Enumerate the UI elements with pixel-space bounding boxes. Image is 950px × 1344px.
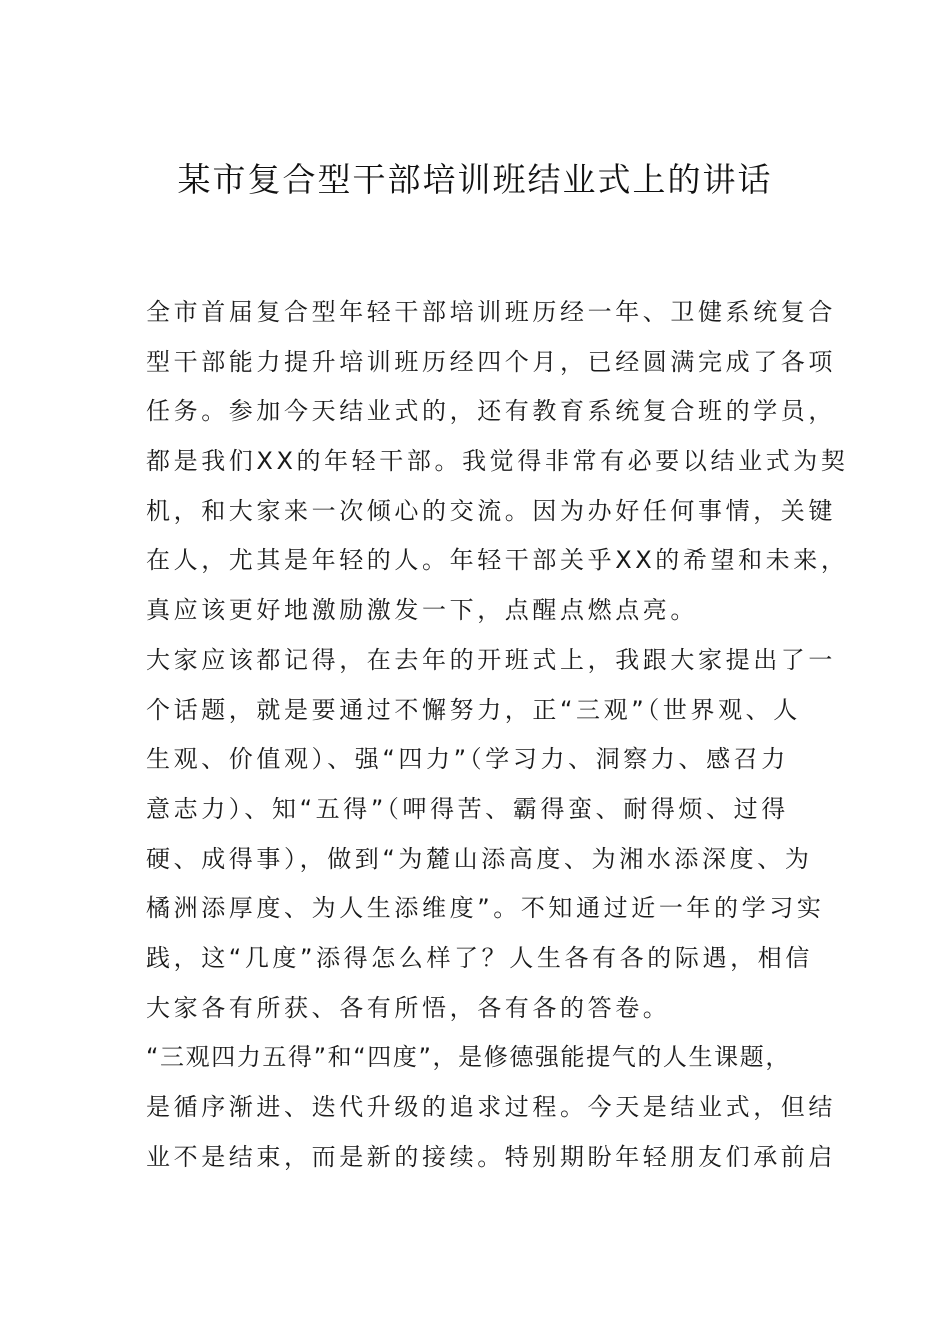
text-line: 生观、价值观）、强“四力”（学习力、洞察力、感召力 xyxy=(146,745,789,774)
paragraph-3 xyxy=(146,1033,836,1182)
text-line: 个话题，就是要通过不懈努力，正“三观”（世界观、人 xyxy=(146,695,801,724)
text-line: 是循序渐进、迭代升级的追求过程。今天是结业式，但结 xyxy=(146,1093,836,1121)
text-line: 大家各有所获、各有所悟，各有各的答卷。 xyxy=(146,993,671,1022)
text-line: 意志力）、知“五得”（呷得苦、霸得蛮、耐得烦、过得 xyxy=(146,794,789,823)
text-line: 全市首届复合型年轻干部培训班历经一年、卫健系统复合 xyxy=(146,298,836,326)
text-line: 都是我们XX的年轻干部。我觉得非常有必要以结业式为契 xyxy=(146,447,849,476)
text-line: 型干部能力提升培训班历经四个月，已经圆满完成了各项 xyxy=(146,347,836,376)
text-line: 机，和大家来一次倾心的交流。因为办好任何事情，关键 xyxy=(146,496,836,525)
paragraph-2 xyxy=(146,636,836,1034)
paragraph-1 xyxy=(146,288,849,636)
text-line: 大家应该都记得，在去年的开班式上，我跟大家提出了一 xyxy=(146,645,836,674)
document-body xyxy=(146,288,849,1182)
text-line: 任务。参加今天结业式的，还有教育系统复合班的学员， xyxy=(146,397,836,426)
text-line: 真应该更好地激励激发一下，点醒点燃点亮。 xyxy=(146,596,698,625)
document-title: 某市复合型干部培训班结业式上的讲话 xyxy=(177,160,773,199)
text-line: 践，这“几度”添得怎么样了？人生各有各的际遇，相信 xyxy=(146,943,813,972)
text-line: “三观四力五得”和“四度”，是修德强能提气的人生课题， xyxy=(146,1043,791,1072)
text-line: 业不是结束，而是新的接续。特别期盼年轻朋友们承前启 xyxy=(146,1142,836,1171)
text-line: 在人，尤其是年轻的人。年轻干部关乎XX的希望和未来， xyxy=(146,546,849,575)
text-line: 硬、成得事），做到“为麓山添高度、为湘水添深度、为 xyxy=(146,844,813,873)
text-line: 橘洲添厚度、为人生添维度”。不知通过近一年的学习实 xyxy=(146,894,825,923)
